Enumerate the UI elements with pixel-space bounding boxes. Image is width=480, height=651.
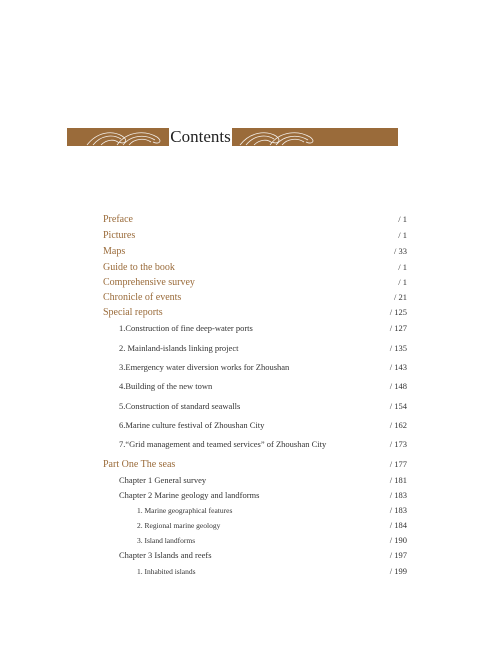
toc-entry-guide[interactable]: [103, 262, 407, 273]
toc-entry-label: 5.Construction of standard seawalls: [119, 401, 241, 411]
toc-page-number: / 125: [389, 307, 407, 317]
toc-entry-label: Chapter 2 Marine geology and landforms: [119, 490, 260, 500]
toc-entry-chapter-1[interactable]: [119, 475, 407, 485]
toc-entry-label: Chapter 1 General survey: [119, 475, 207, 485]
toc-entry-label: Preface: [103, 214, 133, 225]
toc-page-number: / 143: [389, 362, 407, 372]
toc-page-number: / 173: [389, 439, 407, 449]
toc-entry-report-4[interactable]: [119, 381, 407, 391]
toc-entry-label: 3. Island landforms: [137, 536, 196, 545]
toc-entry-report-1[interactable]: [119, 323, 407, 333]
toc-entry-special-reports[interactable]: [103, 307, 407, 318]
toc-entry-label: Guide to the book: [103, 262, 175, 273]
toc-page-number: / 33: [394, 246, 407, 256]
toc-page-number: / 184: [389, 520, 407, 530]
toc-entry-label: Special reports: [103, 307, 163, 318]
toc-entry-chronicle[interactable]: [103, 292, 407, 303]
toc-entry-label: 4.Building of the new town: [119, 381, 213, 391]
page-title: Contents: [170, 127, 231, 146]
toc-page-number: / 199: [389, 566, 407, 576]
toc-page-number: / 21: [394, 292, 407, 302]
toc-entry-label: Chapter 3 Islands and reefs: [119, 550, 212, 560]
toc-page-number: / 181: [389, 475, 407, 485]
toc-entry-report-3[interactable]: [119, 362, 407, 372]
toc-entry-report-6[interactable]: [119, 420, 407, 430]
toc-page-number: / 197: [389, 550, 407, 560]
toc-page-number: / 183: [389, 490, 407, 500]
toc-entry-label: Comprehensive survey: [103, 277, 195, 288]
toc-page-number: / 135: [389, 343, 407, 353]
toc-page-number: / 162: [389, 420, 407, 430]
toc-entry-label: 2. Regional marine geology: [137, 521, 221, 530]
toc-entry-part-one[interactable]: [103, 459, 407, 470]
toc-page-number: / 190: [389, 535, 407, 545]
toc-entry-preface[interactable]: [103, 214, 407, 225]
toc-entry-report-7[interactable]: [119, 439, 407, 449]
toc-entry-section-3-1[interactable]: [137, 566, 407, 576]
toc-entry-label: 2. Mainland-islands linking project: [119, 343, 239, 353]
toc-page-number: / 1: [398, 262, 407, 272]
toc-page-number: / 148: [389, 381, 407, 391]
toc-page-number: / 177: [389, 459, 407, 469]
toc-page-number: / 1: [398, 277, 407, 287]
toc-entry-label: 6.Marine culture festival of Zhoushan City: [119, 420, 265, 430]
toc-entry-section-2-1[interactable]: [137, 505, 407, 515]
toc-entry-label: 1. Marine geographical features: [137, 506, 233, 515]
toc-entry-section-2-3[interactable]: [137, 535, 407, 545]
toc-entry-report-2[interactable]: [119, 343, 407, 353]
toc-entry-label: 7.“Grid management and teamed services” of Zhoushan City: [119, 439, 327, 449]
toc-page-number: / 154: [389, 401, 407, 411]
toc-entry-chapter-3[interactable]: [119, 550, 407, 560]
toc-entry-pictures[interactable]: [103, 230, 407, 241]
toc-entry-label: Part One The seas: [103, 459, 176, 470]
toc-entry-label: Maps: [103, 246, 126, 257]
toc-page-number: / 127: [389, 323, 407, 333]
toc-entry-maps[interactable]: [103, 246, 407, 257]
toc-entry-report-5[interactable]: [119, 401, 407, 411]
toc-entry-label: 3.Emergency water diversion works for Zhoushan: [119, 362, 290, 372]
toc-entry-label: Pictures: [103, 230, 136, 241]
toc-page-number: / 1: [398, 214, 407, 224]
toc-page-number: / 1: [398, 230, 407, 240]
toc-entry-label: 1.Construction of fine deep-water ports: [119, 323, 253, 333]
toc-entry-comprehensive-survey[interactable]: [103, 277, 407, 288]
toc-entry-section-2-2[interactable]: [137, 520, 407, 530]
toc-entry-label: Chronicle of events: [103, 292, 182, 303]
toc-entry-chapter-2[interactable]: [119, 490, 407, 500]
toc-page-number: / 183: [389, 505, 407, 515]
toc-entry-label: 1. Inhabited islands: [137, 567, 196, 576]
